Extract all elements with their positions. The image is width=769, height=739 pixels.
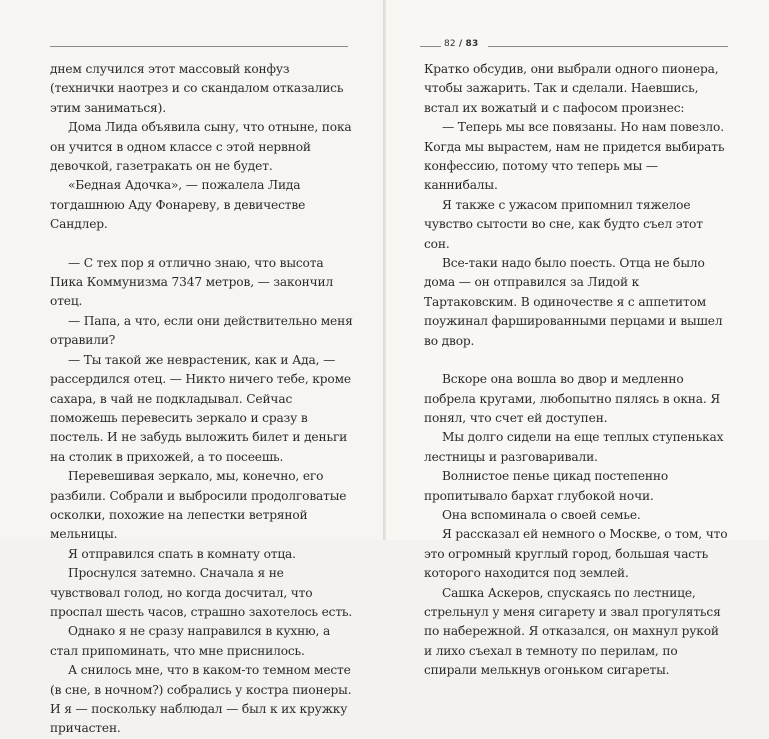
- paragraph: — Ты такой же неврастеник, как и Ада, — рассердился отец. — Никто ничего тебе, кроме сахара, в чай не подкладывал. Сейчас поможешь перевесить зеркало и сразу в постель. И не забудь выложить билет и деньги на столик в прихожей, а то посеешь.: [50, 352, 351, 464]
- paragraph: Сашка Аскеров, спускаясь по лестнице, стрельнул у меня сигарету и звал прогуляться по набережной. Я отказался, он махнул рукой и лихо съехал в темноту по перилам, по спирали мелькнув огоньком сигареты.: [424, 585, 721, 678]
- paragraph: Я также с ужасом припомнил тяжелое чувство сытости во сне, как будто съел этот сон.: [424, 197, 703, 251]
- paragraph: — Папа, а что, если они действительно меня отравили?: [50, 313, 353, 348]
- paragraph: Я рассказал ей немного о Москве, о том, что это огромный круглый город, большая часть которого находится под землей.: [424, 527, 728, 581]
- paragraph: Перевешивая зеркало, мы, конечно, его разбили. Собрали и выбросили продолговатые осколки, похожие на лепестки ветряной мельницы.: [50, 469, 347, 542]
- paragraph: днем случился этот массовый конфуз (технички наотрез и со скандалом отказались этим заниматься).: [50, 62, 344, 115]
- paragraph: Однако я не сразу направился в кухню, а стал припоминать, что мне приснилось.: [50, 624, 331, 658]
- paragraph: Волнистое пенье цикад постепенно пропитывало бархат глубокой ночи.: [424, 469, 669, 503]
- paragraph: Мы долго сидели на еще теплых ступеньках лестницы и разговаривали.: [424, 430, 724, 464]
- page-numbers: [444, 39, 478, 49]
- left-header-rule: [50, 46, 348, 47]
- paragraph: — Теперь мы все повязаны. Но нам повезло. Когда мы вырастем, нам не придется выбирать конфессию, потому что теперь мы — каннибалы.: [424, 120, 725, 193]
- paragraph: А снилось мне, что в каком-то темном месте (в сне, в ночном?) собрались у костра пионеры. И я — поскольку наблюдал — был к их кружку причастен.: [50, 663, 352, 736]
- paragraph: Кратко обсудив, они выбрали одного пионера, чтобы зажарить. Так и сделали. Наевшись, встал их вожатый и с пафосом произнес:: [424, 62, 719, 115]
- paragraph: Все-таки надо было поесть. Отца не было дома — он отправился за Лидой к Тартаковским. В одиночестве я с аппетитом поужинал фаршированными перцами и вышел во двор.: [424, 256, 723, 348]
- page-number-separator: /: [458, 39, 463, 49]
- paragraph: Проснулся затемно. Сначала я не чувствовал голод, но когда досчитал, что проспал шесть часов, страшно захотелось есть.: [50, 566, 353, 619]
- paragraph: Вскоре она вошла во двор и медленно побрела кругами, любопытно пялясь в окна. Я понял, что счет ей доступен.: [424, 372, 721, 425]
- paragraph: Я отправился спать в комнату отца.: [68, 546, 296, 561]
- paragraph: Дома Лида объявила сыну, что отныне, пока он учится в одном классе с этой нервной девочкой, газетракать он не будет.: [50, 120, 352, 174]
- paragraph: «Бедная Адочка», — пожалела Лида тогдашнюю Аду Фонареву, в девичестве Сандлер.: [50, 178, 306, 232]
- page-number-right: 83: [465, 39, 479, 49]
- right-page-text: [424, 60, 730, 681]
- paragraph: Она вспоминала о своей семье.: [442, 507, 641, 522]
- right-header-rule: [488, 46, 728, 47]
- page-number-left: 82: [444, 39, 456, 49]
- left-page-text: [50, 60, 354, 739]
- paragraph: — С тех пор я отлично знаю, что высота Пика Коммунизма 7347 метров, — закончил отец.: [50, 255, 334, 309]
- right-header-rule-short: [420, 46, 441, 47]
